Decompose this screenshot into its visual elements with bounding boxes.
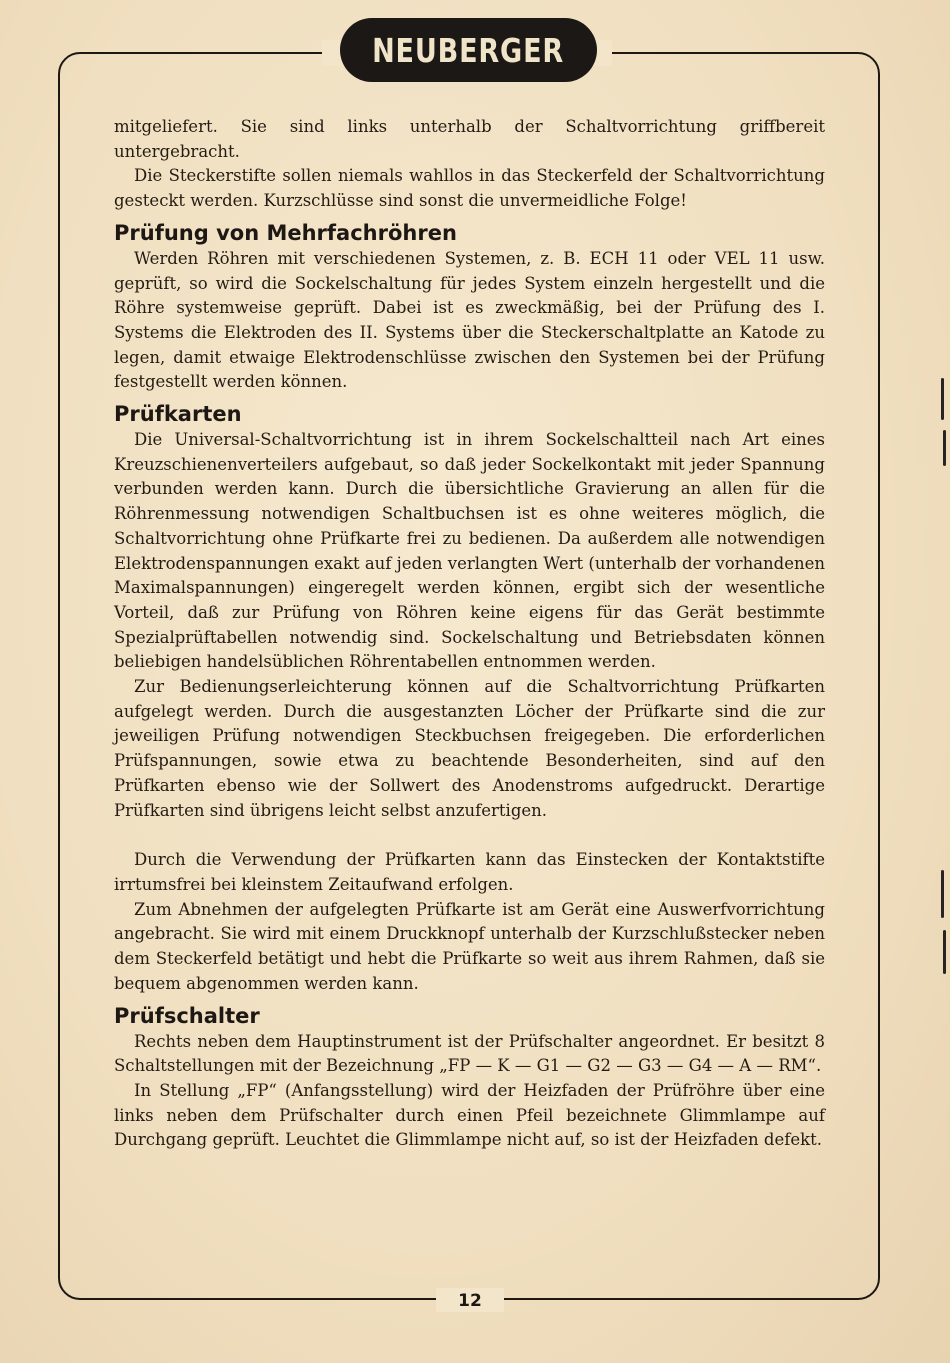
binding-mark: [943, 430, 946, 466]
paragraph: Rechts neben dem Hauptinstrument ist der Prüfschalter angeordnet. Er besitzt 8 Schaltstellungen mit der Bezeichnung „FP — K — G1 — G2 — G3 — G4 — A — RM“.: [114, 1031, 825, 1076]
paragraph: Durch die Verwendung der Prüfkarten kann das Einstecken der Kontaktstifte irrtumsfrei bei kleinstem Zeitaufwand erfolgen.: [114, 850, 825, 894]
section-heading-pruefschalter: Prüfschalter: [114, 1003, 260, 1028]
paragraph: In Stellung „FP“ (Anfangsstellung) wird der Heizfaden der Prüfröhre über eine links neben dem Prüfschalter durch einen Pfeil bezeichnete Glimmlampe auf Durchgang geprüft. Leuchtet die Glimmlampe nicht auf, so ist der Heizfaden defekt.: [114, 1080, 825, 1150]
binding-mark: [941, 378, 944, 420]
paragraph: mitgeliefert. Sie sind links unterhalb der Schaltvorrichtung griffbereit untergebracht.: [114, 117, 825, 161]
paragraph: Werden Röhren mit verschiedenen Systemen, z. B. ECH 11 oder VEL 11 usw. geprüft, so wird die Sockelschaltung für jedes System einzeln hergestellt und die Röhre systemweise geprüft. Dabei ist es zweckmäßig, bei der Prüfung des I. Systems die Elektroden des II. Systems über die Steckerschaltplatte an Katode zu legen, damit etwaige Elektrodenschlüsse zwischen den Systemen bei der Prüfung festgestellt werden können.: [114, 248, 825, 392]
binding-mark: [943, 930, 946, 974]
section-heading-mehrfachroehren: Prüfung von Mehrfachröhren: [114, 220, 457, 245]
paragraph-spacer: [114, 823, 825, 848]
paragraph: Die Steckerstifte sollen niemals wahllos in das Steckerfeld der Schaltvorrichtung gesteckt werden. Kurzschlüsse sind sonst die unvermeidliche Folge!: [114, 166, 825, 211]
page-number: 12: [458, 1291, 482, 1311]
brand-name: NEUBERGER: [372, 30, 565, 70]
paragraph: Zum Abnehmen der aufgelegten Prüfkarte ist am Gerät eine Auswerfvorrichtung angebracht. Sie wird mit einem Druckknopf unterhalb der Kurzschlußstecker neben dem Steckerfeld betätigt und hebt die Prüfkarte so weit aus ihrem Rahmen, daß sie bequem abgenommen werden kann.: [114, 899, 825, 993]
page-content: [114, 115, 825, 1153]
section-heading-pruefkarten: Prüfkarten: [114, 402, 242, 427]
paragraph: Zur Bedienungserleichterung können auf die Schaltvorrichtung Prüfkarten aufgelegt werden. Durch die ausgestanzten Löcher der Prüfkarte sind die zur jeweiligen Prüfung notwendigen Steckbuchsen freigegeben. Die erforderlichen Prüfspannungen, sowie etwa zu beachtende Besonderheiten, sind auf den Prüfkarten ebenso wie der Sollwert des Anodenstroms aufgedruckt. Derartige Prüfkarten sind übrigens leicht selbst anzufertigen.: [114, 677, 825, 820]
binding-mark: [941, 870, 944, 918]
paragraph: Die Universal-Schaltvorrichtung ist in ihrem Sockelschaltteil nach Art eines Kreuzschienenverteilers aufgebaut, so daß jeder Sockelkontakt mit jeder Spannung verbunden werden kann. Durch die übersichtliche Gravierung an allen für die Röhrenmessung notwendigen Schaltbuchsen ist es ohne weiteres möglich, die Schaltvorrichtung ohne Prüfkarte frei zu bedienen. Da außerdem alle notwendigen Elektrodenspannungen exakt auf jeden verlangten Wert (unterhalb der vorhandenen Maximalspannungen) eingeregelt werden können, ergibt sich der wesentliche Vorteil, daß zur Prüfung von Röhren keine eigens für das Gerät bestimmte Spezialprüftabellen notwendig sind. Sockelschaltung und Betriebsdaten können beliebigen handelsüblichen Röhrentabellen entnommen werden.: [114, 430, 825, 672]
brand-logo: [340, 18, 597, 82]
